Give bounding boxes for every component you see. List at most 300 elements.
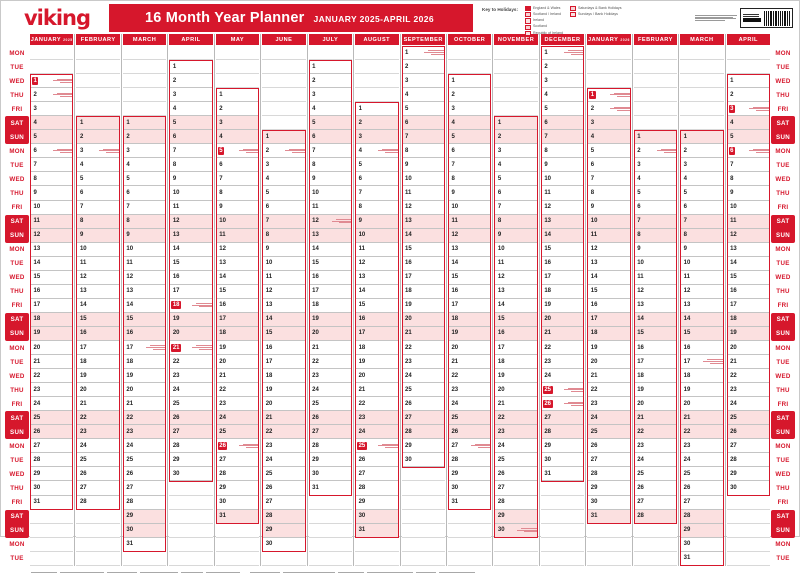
date-cell[interactable] [727,313,770,327]
date-cell[interactable] [123,215,166,229]
date-cell[interactable] [123,467,166,481]
date-cell[interactable] [727,355,770,369]
date-cell[interactable] [727,383,770,397]
date-cell[interactable] [355,116,398,130]
date-cell[interactable] [355,144,398,158]
date-cell[interactable] [448,453,491,467]
date-cell[interactable] [541,271,584,285]
date-cell[interactable] [169,88,212,102]
date-cell[interactable] [262,158,305,172]
date-cell[interactable] [680,341,723,355]
date-cell[interactable] [587,172,630,186]
date-cell[interactable] [76,271,119,285]
date-cell[interactable] [727,172,770,186]
date-cell[interactable] [448,285,491,299]
date-cell[interactable] [76,383,119,397]
date-cell[interactable] [30,172,73,186]
date-cell[interactable] [169,158,212,172]
date-cell[interactable] [30,271,73,285]
date-cell[interactable] [355,243,398,257]
date-cell[interactable] [216,172,259,186]
date-cell[interactable] [309,467,352,481]
date-cell[interactable] [494,215,537,229]
date-cell[interactable] [169,425,212,439]
date-cell[interactable] [76,215,119,229]
date-cell[interactable] [494,397,537,411]
date-cell[interactable] [727,271,770,285]
date-cell[interactable] [680,130,723,144]
date-cell[interactable] [448,327,491,341]
date-cell[interactable] [634,411,677,425]
date-cell[interactable] [680,552,723,566]
date-cell[interactable] [680,369,723,383]
date-cell[interactable] [216,327,259,341]
date-cell[interactable] [541,257,584,271]
date-cell[interactable] [494,186,537,200]
date-cell[interactable] [587,355,630,369]
date-cell[interactable] [541,102,584,116]
date-cell[interactable] [309,271,352,285]
date-cell[interactable] [30,74,73,88]
date-cell[interactable] [30,327,73,341]
date-cell[interactable] [541,439,584,453]
date-cell[interactable] [216,243,259,257]
date-cell[interactable] [634,158,677,172]
date-cell[interactable] [448,271,491,285]
date-cell[interactable] [587,481,630,495]
date-cell[interactable] [541,46,584,60]
date-cell[interactable] [309,439,352,453]
date-cell[interactable] [634,397,677,411]
date-cell[interactable] [355,158,398,172]
date-cell[interactable] [262,299,305,313]
date-cell[interactable] [216,144,259,158]
date-cell[interactable] [216,271,259,285]
date-cell[interactable] [309,172,352,186]
date-cell[interactable] [727,130,770,144]
date-cell[interactable] [355,313,398,327]
date-cell[interactable] [541,411,584,425]
date-cell[interactable] [169,102,212,116]
date-cell[interactable] [448,201,491,215]
date-cell[interactable] [680,481,723,495]
date-cell[interactable] [169,186,212,200]
date-cell[interactable] [30,130,73,144]
date-cell[interactable] [727,102,770,116]
date-cell[interactable] [448,481,491,495]
date-cell[interactable] [216,355,259,369]
date-cell[interactable] [587,425,630,439]
date-cell[interactable] [355,383,398,397]
date-cell[interactable] [541,467,584,481]
date-cell[interactable] [494,481,537,495]
date-cell[interactable] [587,439,630,453]
date-cell[interactable] [727,341,770,355]
date-cell[interactable] [123,341,166,355]
date-cell[interactable] [680,453,723,467]
date-cell[interactable] [30,158,73,172]
date-cell[interactable] [169,369,212,383]
date-cell[interactable] [309,215,352,229]
date-cell[interactable] [402,355,445,369]
date-cell[interactable] [494,257,537,271]
date-cell[interactable] [680,172,723,186]
date-cell[interactable] [402,271,445,285]
date-cell[interactable] [634,186,677,200]
date-cell[interactable] [587,144,630,158]
date-cell[interactable] [634,383,677,397]
date-cell[interactable] [634,229,677,243]
date-cell[interactable] [309,257,352,271]
date-cell[interactable] [541,172,584,186]
date-cell[interactable] [355,369,398,383]
date-cell[interactable] [76,327,119,341]
date-cell[interactable] [123,453,166,467]
date-cell[interactable] [541,201,584,215]
date-cell[interactable] [123,313,166,327]
date-cell[interactable] [76,257,119,271]
date-cell[interactable] [587,299,630,313]
date-cell[interactable] [169,116,212,130]
date-cell[interactable] [448,186,491,200]
date-cell[interactable] [76,229,119,243]
date-cell[interactable] [30,313,73,327]
date-cell[interactable] [680,425,723,439]
date-cell[interactable] [494,355,537,369]
date-cell[interactable] [587,229,630,243]
date-cell[interactable] [355,229,398,243]
date-cell[interactable] [216,510,259,524]
date-cell[interactable] [680,229,723,243]
date-cell[interactable] [402,383,445,397]
date-cell[interactable] [76,411,119,425]
date-cell[interactable] [448,299,491,313]
date-cell[interactable] [494,383,537,397]
date-cell[interactable] [355,186,398,200]
date-cell[interactable] [123,299,166,313]
date-cell[interactable] [76,355,119,369]
date-cell[interactable] [494,524,537,538]
date-cell[interactable] [587,243,630,257]
date-cell[interactable] [587,215,630,229]
date-cell[interactable] [402,369,445,383]
date-cell[interactable] [541,285,584,299]
date-cell[interactable] [494,158,537,172]
date-cell[interactable] [123,510,166,524]
date-cell[interactable] [30,285,73,299]
date-cell[interactable] [76,158,119,172]
date-cell[interactable] [541,243,584,257]
date-cell[interactable] [680,144,723,158]
date-cell[interactable] [587,496,630,510]
date-cell[interactable] [587,257,630,271]
date-cell[interactable] [355,172,398,186]
date-cell[interactable] [216,425,259,439]
date-cell[interactable] [169,243,212,257]
date-cell[interactable] [634,481,677,495]
date-cell[interactable] [30,397,73,411]
date-cell[interactable] [309,481,352,495]
date-cell[interactable] [587,271,630,285]
date-cell[interactable] [309,313,352,327]
date-cell[interactable] [216,341,259,355]
date-cell[interactable] [169,257,212,271]
date-cell[interactable] [76,186,119,200]
date-cell[interactable] [123,439,166,453]
date-cell[interactable] [262,355,305,369]
date-cell[interactable] [541,369,584,383]
date-cell[interactable] [587,102,630,116]
date-cell[interactable] [494,467,537,481]
date-cell[interactable] [587,369,630,383]
date-cell[interactable] [169,130,212,144]
date-cell[interactable] [355,453,398,467]
date-cell[interactable] [30,355,73,369]
date-cell[interactable] [355,341,398,355]
date-cell[interactable] [30,383,73,397]
date-cell[interactable] [30,102,73,116]
date-cell[interactable] [727,369,770,383]
date-cell[interactable] [309,74,352,88]
date-cell[interactable] [448,158,491,172]
date-cell[interactable] [355,327,398,341]
date-cell[interactable] [494,369,537,383]
date-cell[interactable] [169,467,212,481]
date-cell[interactable] [123,496,166,510]
date-cell[interactable] [309,130,352,144]
date-cell[interactable] [169,453,212,467]
date-cell[interactable] [680,271,723,285]
date-cell[interactable] [262,538,305,552]
date-cell[interactable] [402,102,445,116]
date-cell[interactable] [448,172,491,186]
date-cell[interactable] [587,88,630,102]
date-cell[interactable] [587,201,630,215]
date-cell[interactable] [169,74,212,88]
date-cell[interactable] [402,229,445,243]
date-cell[interactable] [634,299,677,313]
date-cell[interactable] [216,229,259,243]
date-cell[interactable] [402,327,445,341]
date-cell[interactable] [634,327,677,341]
date-cell[interactable] [355,439,398,453]
date-cell[interactable] [355,510,398,524]
date-cell[interactable] [216,397,259,411]
date-cell[interactable] [76,201,119,215]
date-cell[interactable] [30,496,73,510]
date-cell[interactable] [76,313,119,327]
date-cell[interactable] [262,467,305,481]
date-cell[interactable] [587,383,630,397]
date-cell[interactable] [216,130,259,144]
date-cell[interactable] [30,88,73,102]
date-cell[interactable] [402,158,445,172]
date-cell[interactable] [262,439,305,453]
date-cell[interactable] [309,299,352,313]
date-cell[interactable] [76,243,119,257]
date-cell[interactable] [587,341,630,355]
date-cell[interactable] [355,215,398,229]
date-cell[interactable] [634,369,677,383]
date-cell[interactable] [30,411,73,425]
date-cell[interactable] [262,341,305,355]
date-cell[interactable] [355,257,398,271]
date-cell[interactable] [680,186,723,200]
date-cell[interactable] [30,186,73,200]
date-cell[interactable] [216,257,259,271]
date-cell[interactable] [76,130,119,144]
date-cell[interactable] [634,425,677,439]
date-cell[interactable] [727,285,770,299]
date-cell[interactable] [309,355,352,369]
date-cell[interactable] [402,172,445,186]
date-cell[interactable] [587,130,630,144]
date-cell[interactable] [680,257,723,271]
date-cell[interactable] [494,130,537,144]
date-cell[interactable] [309,186,352,200]
date-cell[interactable] [262,130,305,144]
date-cell[interactable] [494,243,537,257]
date-cell[interactable] [309,158,352,172]
date-cell[interactable] [494,299,537,313]
date-cell[interactable] [448,116,491,130]
date-cell[interactable] [309,243,352,257]
date-cell[interactable] [262,172,305,186]
date-cell[interactable] [634,201,677,215]
date-cell[interactable] [123,355,166,369]
date-cell[interactable] [309,201,352,215]
date-cell[interactable] [727,299,770,313]
date-cell[interactable] [309,285,352,299]
date-cell[interactable] [727,88,770,102]
date-cell[interactable] [541,74,584,88]
date-cell[interactable] [169,60,212,74]
date-cell[interactable] [402,341,445,355]
date-cell[interactable] [262,369,305,383]
date-cell[interactable] [727,243,770,257]
date-cell[interactable] [123,285,166,299]
date-cell[interactable] [355,524,398,538]
date-cell[interactable] [216,383,259,397]
date-cell[interactable] [355,355,398,369]
date-cell[interactable] [727,453,770,467]
date-cell[interactable] [76,369,119,383]
date-cell[interactable] [309,327,352,341]
date-cell[interactable] [355,397,398,411]
date-cell[interactable] [680,510,723,524]
date-cell[interactable] [541,383,584,397]
date-cell[interactable] [680,299,723,313]
date-cell[interactable] [727,481,770,495]
date-cell[interactable] [634,172,677,186]
date-cell[interactable] [727,201,770,215]
date-cell[interactable] [494,327,537,341]
date-cell[interactable] [262,243,305,257]
date-cell[interactable] [634,285,677,299]
date-cell[interactable] [680,243,723,257]
date-cell[interactable] [123,186,166,200]
date-cell[interactable] [634,130,677,144]
date-cell[interactable] [541,397,584,411]
date-cell[interactable] [30,341,73,355]
date-cell[interactable] [216,439,259,453]
date-cell[interactable] [494,439,537,453]
date-cell[interactable] [402,130,445,144]
date-cell[interactable] [448,74,491,88]
date-cell[interactable] [169,299,212,313]
date-cell[interactable] [680,383,723,397]
date-cell[interactable] [727,257,770,271]
date-cell[interactable] [309,60,352,74]
date-cell[interactable] [30,257,73,271]
date-cell[interactable] [448,229,491,243]
date-cell[interactable] [402,116,445,130]
date-cell[interactable] [309,369,352,383]
date-cell[interactable] [680,397,723,411]
date-cell[interactable] [494,341,537,355]
date-cell[interactable] [634,496,677,510]
date-cell[interactable] [169,341,212,355]
date-cell[interactable] [76,425,119,439]
date-cell[interactable] [169,271,212,285]
date-cell[interactable] [541,88,584,102]
date-cell[interactable] [76,467,119,481]
date-cell[interactable] [76,299,119,313]
date-cell[interactable] [402,313,445,327]
date-cell[interactable] [123,116,166,130]
date-cell[interactable] [123,327,166,341]
date-cell[interactable] [634,467,677,481]
date-cell[interactable] [262,229,305,243]
date-cell[interactable] [30,425,73,439]
date-cell[interactable] [494,116,537,130]
date-cell[interactable] [123,425,166,439]
date-cell[interactable] [727,397,770,411]
date-cell[interactable] [587,327,630,341]
date-cell[interactable] [216,496,259,510]
date-cell[interactable] [402,411,445,425]
date-cell[interactable] [541,341,584,355]
date-cell[interactable] [587,313,630,327]
date-cell[interactable] [216,186,259,200]
date-cell[interactable] [494,411,537,425]
date-cell[interactable] [494,285,537,299]
date-cell[interactable] [448,397,491,411]
date-cell[interactable] [494,313,537,327]
date-cell[interactable] [123,369,166,383]
date-cell[interactable] [680,327,723,341]
date-cell[interactable] [76,496,119,510]
date-cell[interactable] [30,215,73,229]
date-cell[interactable] [541,186,584,200]
date-cell[interactable] [216,369,259,383]
date-cell[interactable] [262,313,305,327]
date-cell[interactable] [541,313,584,327]
date-cell[interactable] [587,510,630,524]
date-cell[interactable] [402,453,445,467]
date-cell[interactable] [634,144,677,158]
date-cell[interactable] [309,453,352,467]
date-cell[interactable] [355,285,398,299]
date-cell[interactable] [76,172,119,186]
date-cell[interactable] [123,172,166,186]
date-cell[interactable] [169,355,212,369]
date-cell[interactable] [355,130,398,144]
date-cell[interactable] [169,285,212,299]
date-cell[interactable] [123,201,166,215]
date-cell[interactable] [262,144,305,158]
date-cell[interactable] [634,271,677,285]
